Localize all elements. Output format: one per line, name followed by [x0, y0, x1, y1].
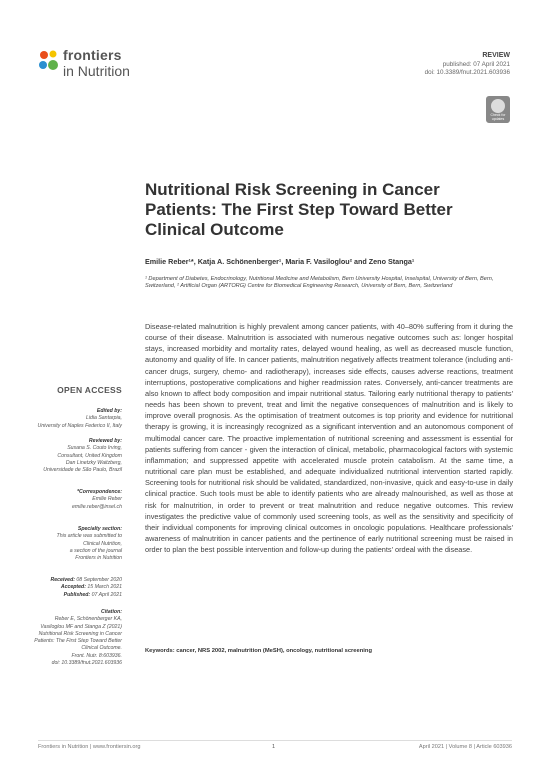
- specialty-line-2: Clinical Nutrition,: [83, 540, 122, 547]
- edited-by-block: [26, 408, 122, 430]
- crossmark-icon: [491, 99, 505, 113]
- journal-name-line2: in Nutrition: [63, 63, 130, 79]
- page-number: 1: [272, 744, 276, 750]
- correspondence-block: [26, 489, 122, 511]
- citation-block: [26, 609, 122, 667]
- edited-by-heading: Edited by:: [96, 408, 122, 414]
- published-date: published: 07 April 2021: [442, 60, 510, 68]
- abstract-text: Disease-related malnutrition is highly prevalent among cancer patients, with 40–80% suffering from it during the course of their disease. Malnutrition is associated with numerous negative outcomes such as: longer hospital stays, increased morbidity and mortality rates, delayed wound healing, as well as decreased muscle function, autonomy and quality of life. In cancer patients, malnutrition negatively affects treatment tolerance (including anti-cancer drugs, surgery, chemo- and radiotherapy), increases side effects, causes adverse reactions, treatment interruptions, postoperative complications and higher readmission rates. Conversely, anti-cancer treatments are also known to affect body composition and impair nutritional status. Tailoring early nutritional therapy to patients' needs has been shown to prevent, treat and limit the negative consequences of malnutrition and is likely to improve overall prognosis. As the optimisation of treatment outcomes is top priority and evidence for nutritional therapy is growing, it is increasingly recognized as a significant intervention and an autonomous component of multimodal cancer care. The proactive implementation of nutritional screening and assessment is essential for patients suffering from cancer - given the interaction of clinical, metabolic, pharmacological factors with systemic inflammation; and suppressed appetite with accelerated muscle protein catabolism. At the same time, a nutritional care plan must be established, and adequate individualized nutritional intervention started rapidly. Screening tools for nutritional risk should be validated, standardized, non-invasive, quick and easy-to-use in daily clinical practice. Such tools must be able to identify patients who are already malnourished, as well as those at risk for malnutrition, in order to prevent or treat malnutrition and reduce negative outcomes. This review investigates the predictive value of commonly used screening tools, as well as the sensitivity and specificity of their individual components for improving clinical outcomes in oncologic populations. Healthcare professionals' awareness of malnutrition in cancer patients and the pertinence of early nutritional screening must be raised in order to plan the best possible intervention and follow-up during the patients' ordeal with the disease.: [145, 322, 513, 555]
- journal-name-line1: frontiers: [63, 47, 122, 63]
- crossmark-label: Check for updates: [490, 113, 506, 121]
- footer-journal-link[interactable]: Frontiers in Nutrition | www.frontiersin.org: [38, 744, 141, 750]
- correspondence-email[interactable]: emilie.reber@insel.ch: [72, 503, 122, 510]
- specialty-heading: Specialty section:: [77, 526, 122, 532]
- journal-logo[interactable]: [38, 47, 148, 87]
- article-meta-header: [425, 52, 510, 78]
- author-list: Emilie Reber¹*, Katja A. Schönenberger¹, Maria F. Vasiloglou² and Zeno Stanga¹: [145, 257, 415, 266]
- editor-name: Lidia Santarpia,: [85, 415, 122, 422]
- keywords: Keywords: cancer, NRS 2002, malnutrition (MeSH), oncology, nutritional screening: [145, 648, 372, 654]
- editor-affiliation: University of Naples Federico II, Italy: [37, 422, 122, 429]
- citation-line-4: Patients: The First Step Toward Better: [34, 638, 122, 645]
- open-access-label: OPEN ACCESS: [57, 385, 122, 395]
- citation-line-2: Vasiloglou MF and Stanga Z (2021): [40, 623, 122, 630]
- specialty-section-block: [26, 526, 122, 562]
- reviewer-2-name: Dan Linetzky Waitzberg,: [65, 459, 122, 466]
- reviewed-by-block: [26, 438, 122, 474]
- citation-line-6: Front. Nutr. 8:603936.: [71, 652, 122, 659]
- correspondence-heading: *Correspondence:: [77, 489, 122, 495]
- citation-doi[interactable]: doi: 10.3389/fnut.2021.603936: [51, 660, 122, 667]
- article-type: REVIEW: [482, 52, 510, 59]
- specialty-line-4: Frontiers in Nutrition: [75, 555, 122, 562]
- specialty-line-3: a section of the journal: [69, 547, 122, 554]
- footer-volume-info: April 2021 | Volume 8 | Article 603936: [418, 744, 512, 750]
- reviewed-by-heading: Reviewed by:: [88, 438, 122, 444]
- article-doi[interactable]: doi: 10.3389/fnut.2021.603936: [424, 69, 510, 76]
- specialty-line-1: This article was submitted to: [56, 533, 122, 540]
- frontiers-logo-icon: [38, 49, 60, 73]
- accepted-date: Accepted: 15 March 2021: [60, 584, 122, 591]
- reviewer-2-affiliation: Universidade de São Paulo, Brazil: [43, 467, 122, 474]
- article-title: Nutritional Risk Screening in Cancer Patients: The First Step Toward Better Clinical Outcome: [145, 180, 453, 239]
- reviewer-1-affiliation: Consultant, United Kingdom: [57, 452, 122, 459]
- reviewer-1-name: Susana S. Couto Irving,: [67, 445, 122, 452]
- published-date-side: Published: 07 April 2021: [63, 591, 122, 598]
- received-date: Received: 08 September 2020: [50, 577, 122, 583]
- citation-line-3: Nutritional Risk Screening in Cancer: [38, 630, 122, 637]
- citation-line-1: Reber E, Schönenberger KA,: [54, 616, 122, 623]
- citation-heading: Citation:: [100, 609, 122, 615]
- correspondence-name: Emilie Reber: [92, 496, 122, 503]
- dates-block: [26, 577, 122, 599]
- check-for-updates-badge[interactable]: [486, 96, 510, 123]
- citation-line-5: Clinical Outcome.: [81, 645, 122, 652]
- affiliations: ¹ Department of Diabetes, Endocrinology, Nutritional Medicine and Metabolism, Bern University Hospital, Inselspital, University of Bern, Bern, Switzerland, ² Artificial Organ (ARTORG) Centre for Biomedical Engineering Research, University of Bern, Bern, Switzerland: [145, 276, 494, 290]
- footer-divider: [38, 740, 512, 741]
